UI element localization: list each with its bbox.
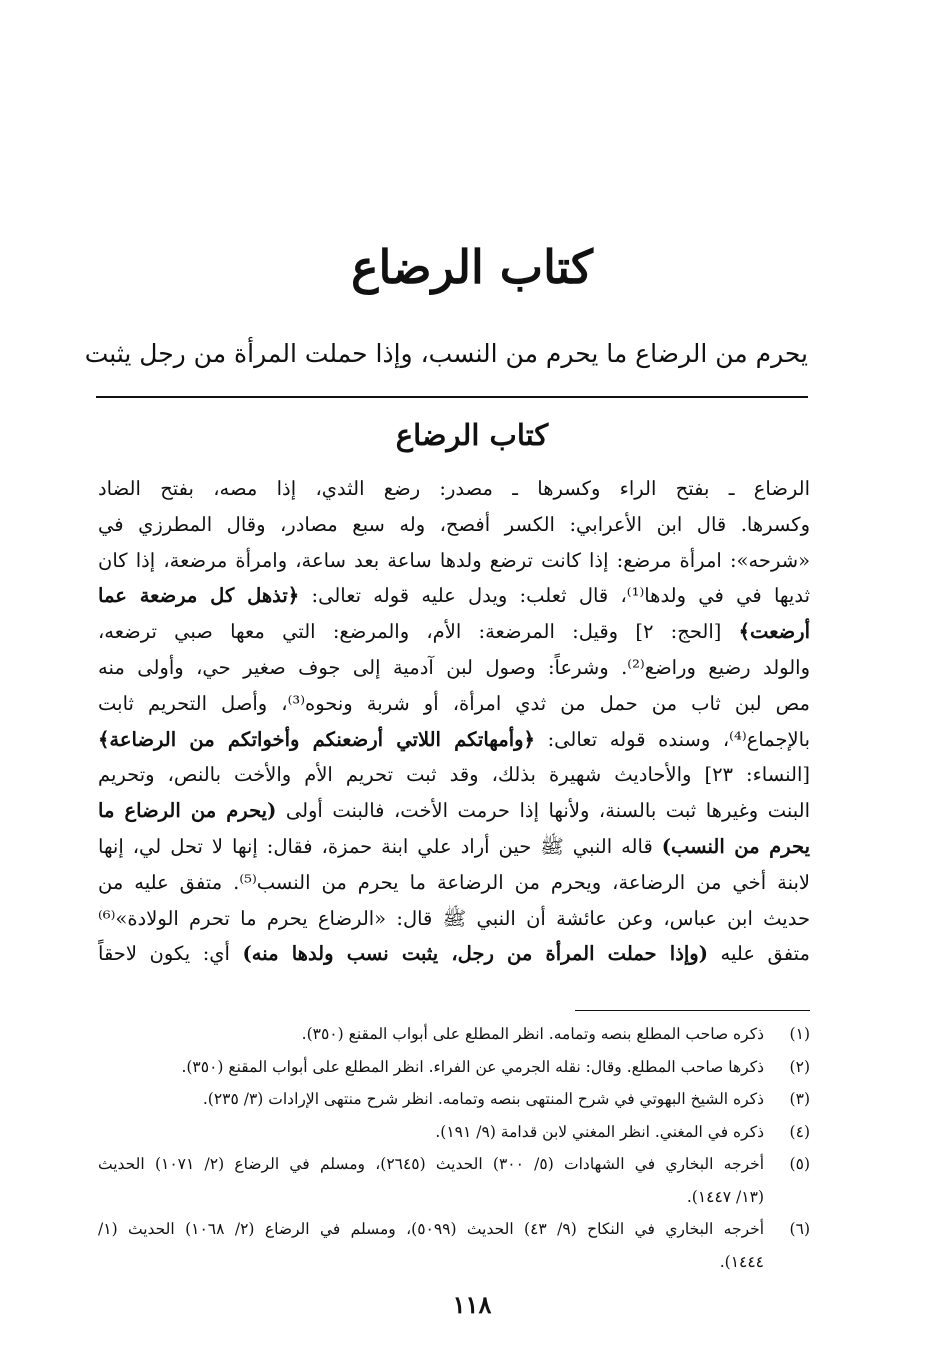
body-text-segment: لابنة أخي من الرضاعة، ويحرم من الرضاعة ما يحرم من النسب⁽⁵⁾. متفق عليه من	[98, 870, 810, 894]
body-line	[98, 757, 810, 793]
body-text-segment: [النساء: ٢٣] والأحاديث شهيرة بذلك، وقد ثبت تحريم الأم والأخت بالنص، وتحريم	[98, 763, 810, 787]
body-line	[98, 650, 810, 686]
footnote-number: (٦)	[789, 1220, 810, 1238]
body-line	[98, 936, 810, 972]
footnote-number: (٥)	[789, 1155, 810, 1173]
body-text-segment: [الحج: ٢] وقيل: المرضعة: الأم، والمرضع: التي معها صبي ترضعه،	[98, 620, 739, 644]
footnote-separator	[575, 1010, 810, 1011]
footnote-number: (٢)	[789, 1057, 810, 1076]
body-line	[98, 578, 810, 614]
footnote-line: أخرجه البخاري في الشهادات (٥/ ٣٠٠) الحديث (٢٦٤٥)، ومسلم في الرضاع (٢/ ١٠٧١) الحديث	[98, 1155, 765, 1173]
body-text-segment: «شرحه»: امرأة مرضع: إذا كانت ترضع ولدها ساعة بعد ساعة، وامرأة مرضعة، إذا كان	[98, 548, 810, 572]
matn-divider	[96, 396, 808, 398]
body-text-segment: متفق عليه	[707, 942, 810, 966]
footnote-text: ذكره صاحب المطلع بنصه وتمامه. انظر المطلع على أبواب المقنع (٣٥٠).	[301, 1025, 764, 1043]
matn-quote: (يحرم من الرضاع ما	[98, 799, 277, 823]
body-text-segment: حديث ابن عباس، وعن عائشة أن النبي ﷺ قال: «الرضاع يحرم ما تحرم الولادة»⁽⁶⁾	[98, 906, 810, 930]
footnote-text	[98, 1213, 764, 1278]
footnote	[98, 1051, 810, 1084]
footnote-number: (٣)	[789, 1090, 810, 1108]
footnote-text: ذكره في المغني. انظر المغني لابن قدامة (٩/ ١٩١).	[435, 1122, 764, 1141]
footnote	[98, 1116, 810, 1149]
matn-quote: يحرم من النسب)	[661, 834, 810, 858]
footnote-line: (١٣/ ١٤٤٧).	[686, 1187, 764, 1206]
body-text-segment: وكسرها. قال ابن الأعرابي: الكسر أفصح، وله سبع مصادر، وقال المطرزي في	[98, 512, 810, 536]
body-text-segment: البنت وغيرها ثبت بالسنة، ولأنها إذا حرمت الأخت، فالبنت أولى	[276, 799, 810, 823]
page-number: ١١٨	[452, 1290, 492, 1319]
chapter-title: كتاب الرضاع	[351, 240, 593, 294]
body-text-segment: بالإجماع⁽⁴⁾، وسنده قوله تعالى:	[534, 727, 810, 751]
body-text-segment: قاله النبي ﷺ حين أراد علي ابنة حمزة، فقال: إنها لا تحل لي، إنها	[98, 834, 662, 858]
footnote-number: (١)	[789, 1025, 810, 1043]
commentary-body	[98, 471, 810, 972]
footnote-line: أخرجه البخاري في النكاح (٩/ ٤٣) الحديث (٥٠٩٩)، ومسلم في الرضاع (٢/ ١٠٦٨) الحديث (١/	[98, 1220, 765, 1238]
body-line	[98, 865, 810, 901]
body-text-segment: أي: يكون لاحقاً	[98, 942, 243, 966]
body-text-segment: مص لبن ثاب من حمل من ثدي امرأة، أو شربة ونحوه⁽³⁾، وأصل التحريم ثابت	[98, 691, 810, 715]
body-line	[98, 543, 810, 579]
body-line	[98, 722, 810, 758]
quran-verse: ﴿تذهل كل مرضعة عما	[98, 584, 300, 608]
footnote-text: ذكره الشيخ البهوتي في شرح المنتهى بنصه وتمامه. انظر شرح منتهى الإرادات (٣/ ٢٣٥).	[202, 1090, 764, 1108]
matn-quote: (وإذا حملت المرأة من رجل، يثبت نسب ولدها منه)	[242, 942, 708, 966]
matn-text: يحرم من الرضاع ما يحرم من النسب، وإذا حملت المرأة من رجل يثبت	[84, 339, 808, 368]
body-line	[98, 793, 810, 829]
body-text-segment: ثديها في في ولدها⁽¹⁾، قال ثعلب: ويدل عليه قوله تعالى:	[299, 584, 810, 608]
body-line	[98, 471, 810, 507]
body-line	[98, 901, 810, 937]
footnote	[98, 1213, 810, 1278]
footnotes	[98, 1018, 810, 1278]
body-line	[98, 686, 810, 722]
quran-verse: ﴿وأمهاتكم اللاتي أرضعنكم وأخواتكم من الرضاعة﴾	[98, 727, 535, 751]
footnote	[98, 1018, 810, 1051]
body-text-segment: والولد رضيع وراضع⁽²⁾. وشرعاً: وصول لبن آدمية إلى جوف صغير حي، وأولى منه	[98, 655, 810, 679]
quran-verse: أرضعت﴾	[738, 620, 810, 644]
footnote	[98, 1083, 810, 1116]
body-line	[98, 614, 810, 650]
body-line	[98, 507, 810, 543]
footnote-number: (٤)	[789, 1122, 810, 1141]
footnote	[98, 1148, 810, 1213]
body-line	[98, 829, 810, 865]
footnote-text: ذكرها صاحب المطلع. وقال: نقله الجرمي عن الفراء. انظر المطلع على أبواب المقنع (٣٥٠).	[181, 1057, 764, 1076]
footnote-text	[98, 1148, 764, 1213]
section-title: كتاب الرضاع	[395, 418, 549, 452]
footnote-line: ١٤٤٤).	[719, 1252, 764, 1271]
body-text-segment: الرضاع ـ بفتح الراء وكسرها ـ مصدر: رضع الثدي، إذا مصه، بفتح الضاد	[98, 477, 810, 500]
